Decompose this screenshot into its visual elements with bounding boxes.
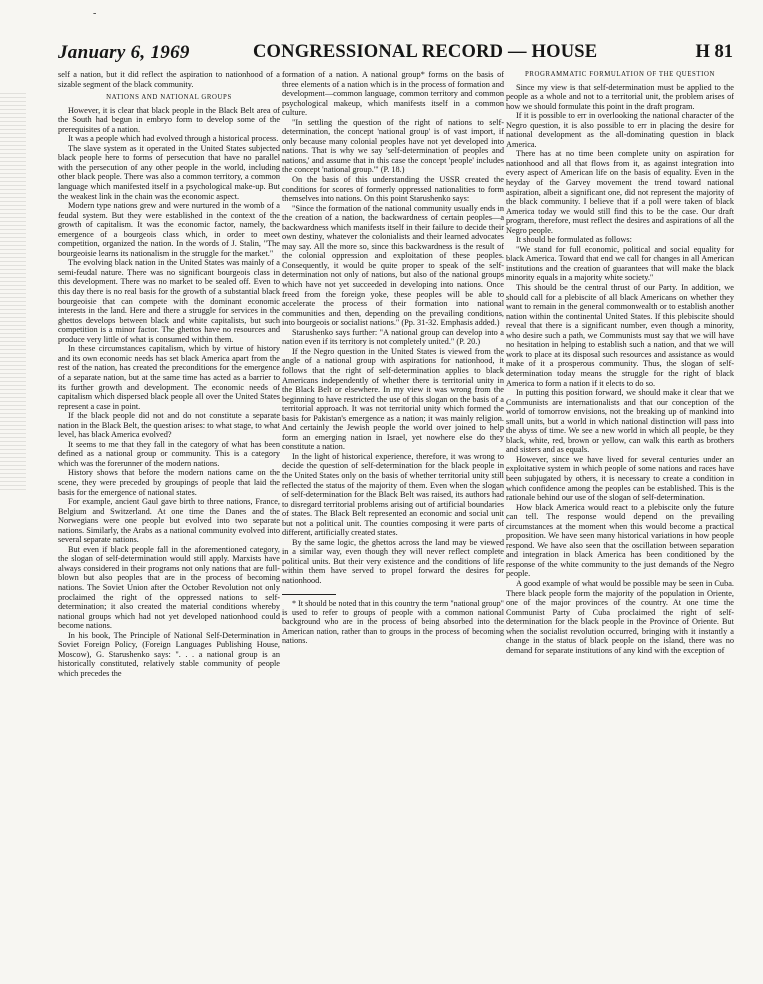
paragraph: On the basis of this understanding the USSR created the conditions for scores of formerly oppressed nationalities to form themselves into nations. On this point Starushenko says: — [282, 175, 504, 204]
paragraph: However, it is clear that black people in the Black Belt area of the South had begun in embryo form to develop some of the prerequisites of a nation. — [58, 105, 280, 134]
paragraph: self a nation, but it did reflect the aspiration to nationhood of a sizable segment of the black community. — [58, 70, 280, 89]
paragraph: "We stand for full economic, political and social equality for black America. Toward that end we call for changes in all American institutions and the creation of guarantees that will make the black minority equals in a majority white society." — [506, 244, 734, 283]
paragraph: Modern type nations grew and were nurtured in the womb of a feudal system. But they were established in the context of the growth of capitalism. It was the economic factor, namely, the emergence of a bourgeois class which, in order to meet competition, organized the nation. In the words of J. Stalin, "The bourgeoisie learns its nationalism in the struggle for the market." — [58, 201, 280, 258]
paragraph: It seems to me that they fall in the category of what has been defined as a national group or community. This is a category which was the forerunner of the modern nations. — [58, 439, 280, 468]
section-heading: PROGRAMMATIC FORMULATION OF THE QUESTION — [524, 71, 716, 78]
paragraph: If the black people did not and do not constitute a separate nation in the Black Belt, the question arises: to what stage, to what level, has black America evolved? — [58, 411, 280, 440]
paragraph: This should be the central thrust of our Party. In addition, we should call for a plebiscite of all black Americans on whether they want to remain in the general commonwealth or to establish another nation within the continental United States. If this plebiscite should reveal that there is a significant number, even though a minority, who desire such a path, we Communists must say that we will have no hesitation in helping to establish such a nation, and that we will work to place at its disposal such resources and assistance as would make of it a prosperous community. Thus, the slogan of self-determination today means the struggle for the right of black America to form a nation if it elects to do so. — [506, 283, 734, 388]
paragraph: However, since we have lived for several centuries under an exploitative system in which people of some nations and races have been subjugated by others, it is necessary to create a condition in which confidence among the peoples can be established. This is the rationale behind our use of the slogan of self-determination. — [506, 454, 734, 503]
header-page-number: H 81 — [695, 42, 733, 62]
paragraph: The evolving black nation in the United States was mainly of a semi-feudal nature. There was no significant bourgeois class in this development. There was no market to be sealed off. Even to this day there is no real basis for the growth of a substantial black bourgeoisie that can compete with the dominant economic interests in the land. Here and there a struggle for services in the ghettos develops between black and white capitalists, but such competition is a minor factor. The ghettos have no resources and produce very little of what is consumed within them. — [58, 258, 280, 344]
paragraph: In the light of historical experience, therefore, it was wrong to decide the question of self-determination for the black people in the United States only on the basis of whether territorial unity still reflected the status of the majority of them. Even when the slogan of self-determination for the Black Belt was raised, its authors had to disregard territorial problems arising out of artificial boundaries of states. The Black Belt represented an economic and social unit but not a political unit. The counties composing it were parts of different, artificially created states. — [282, 451, 504, 538]
column-2 — [282, 70, 504, 970]
paragraph: But even if black people fall in the aforementioned category, the slogan of self-determination would still apply. Marxists have always considered in their programs not only nations that are full-blown but also peoples that are in the process of becoming nations. The Soviet Union after the October Revolution not only proclaimed the right of the oppressed nations to self-determination; it also created the material conditions whereby national groups which had not yet developed nationhood could become nations. — [58, 544, 280, 631]
footnote: * It should be noted that in this country the term "national group" is used to refer to groups of people with a common national background who are in the process of being absorbed into the American nation, rather than to groups in the process of becoming nations. — [282, 598, 504, 646]
scan-edge-artifact — [0, 90, 26, 490]
column-3 — [506, 70, 734, 970]
paragraph: "Since the formation of the national community usually ends in the creation of a nation, the backwardness of certain peoples—a backwardness which manifests itself in their failure to decide their own destiny, whatever the colonialists and their learned advocates may say. All the more so, since this backwardness is the result of the colonial oppression and exploitation of these peoples. Consequently, it would be quite proper to speak of the self-determination not only of nations, but also of the national groups which have not yet succeeded in developing into nations. Once freed from the foreign yoke, these peoples will be able to accelerate the process of their formation into national communities and then, depending on the prevailing conditions, into bourgeois or socialist nations." (Pp. 31-32. Emphasis added.) — [282, 203, 504, 328]
page-header — [58, 42, 735, 68]
paragraph: If the Negro question in the United States is viewed from the angle of a national group with aspirations for nationhood, it follows that the right of self-determination applies to black Americans independently of whether there is territorial unity in the Black Belt or elsewhere. In my view it was wrong from the beginning to have restricted the use of this slogan on the basis of a territorial approach. It was not territorial unity which formed the basis for Pakistan's emergence as a nation; it was mainly religion. And certainly the Jewish people the world over joined to help form an emerging nation in Israel, yet nowhere else do they constitute a nation. — [282, 346, 504, 452]
paragraph: By the same logic, the ghettos across the land may be viewed in a similar way, even though they will never reflect complete political units. But their very existence and the conditions of life within them have served to propel forward the desires for nationhood. — [282, 537, 504, 585]
paragraph: The slave system as it operated in the United States subjected black people here to forms of persecution that have no parallel with the persecution of any other people in the world, including other black people. There was also a common territory, a common language which manifested itself in a psychological make-up. But the weakest link in the chain was the economic aspect. — [58, 143, 280, 201]
paragraph: In putting this position forward, we should make it clear that we Communists are internationalists and that our conception of the world of tomorrow envisions, not the breaking up of mankind into small units, but a world in which national distinction will pass into the abyss of time. We see a new world in which all people, be they black, white, red, brown or yellow, can walk this earth as brothers and sisters and as equals. — [506, 388, 734, 455]
scan-mark: - — [93, 8, 97, 19]
header-date: January 6, 1969 — [58, 42, 190, 63]
header-title: CONGRESSIONAL RECORD — HOUSE — [253, 42, 598, 62]
paragraph: History shows that before the modern nations came on the scene, they were preceded by groupings of people that laid the basis for the emergence of national states. — [58, 468, 280, 497]
paragraph: For example, ancient Gaul gave birth to three nations, France, Belgium and Switzerland. At one time the Danes and the Norwegians were one people but evolved into two separate nations. Similarly, the Arabs as a national community evolved into several separate nations. — [58, 497, 280, 545]
paragraph: A good example of what would be possible may be seen in Cuba. There black people form the majority of the population in Oriente, one of the major provinces of the country. At one time the Communist Party of Cuba proclaimed the right of self-determination for the black people in the Province of Oriente. But when the socialist revolution occurred, bringing with it instantly a change in the status of black people on the island, there was no demand for separate institutions of any kind with the exception of — [506, 578, 734, 655]
paragraph: If it is possible to err in overlooking the national character of the Negro question, it is also possible to err in placing the desire for national development as the all-dominating question in black America. — [506, 111, 734, 149]
section-heading: NATIONS AND NATIONAL GROUPS — [106, 94, 232, 102]
paragraph: How black America would react to a plebiscite only the future can tell. The response would depend on the prevailing circumstances at the moment when this would become a practical proposition. We have seen many historical variations in how people respond. We have also seen that the oscillation between separation and integration in black America has been conditioned by the response of the white community to the just demands of the Negro people. — [506, 502, 734, 579]
paragraph: Starushenko says further: "A national group can develop into a nation even if its territory is not completely united." (P. 20.) — [282, 327, 504, 347]
column-1 — [58, 70, 280, 970]
paragraph: In his book, The Principle of National Self-Determination in Soviet Foreign Policy, (Foreign Languages Publishing House, Moscow), G. Starushenko says: ". . . a national group is an historically constituted, relatively stable community of people which precedes the — [58, 630, 280, 678]
paragraph: "In settling the question of the right of nations to self-determination, the concept 'national group' is of vast import, if only because many colonial peoples have not yet developed into nations. That is why we say 'self-determination of peoples and nations,' and assume that in this case the concept 'people' includes the concept 'national group.'" (P. 18.) — [282, 117, 504, 175]
paragraph: It was a people which had evolved through a historical process. — [68, 134, 279, 144]
paragraph: formation of a nation. A national group* forms on the basis of three elements of a nation which is in the process of formation and development—common language, common territory and common psychological makeup, which manifests itself in a common culture. — [282, 70, 504, 118]
footnote-rule — [282, 594, 336, 595]
paragraph: In these circumstances capitalism, which by virtue of history and its own economic needs has set black America apart from the rest of the nation, has created the preconditions for the emergence of a separate nation, but at the same time has acted as a barrier to its further growth and development. The economic needs of capitalism which dispersed black people all over the United States represent a case in point. — [58, 344, 280, 411]
paragraph: There has at no time been complete unity on aspiration for nationhood and all that flows from it, as against integration into every aspect of American life on the basis of equality. Even in the heyday of the Garvey movement the trend toward national aspiration, albeit a significant one, did not represent the majority of the black community. I believe that if a poll were taken of black America today we would still find this to be the case. Our draft program, therefore, must reflect the desires and aspirations of all the Negro people. — [506, 149, 734, 235]
paragraph: It should be formulated as follows: — [516, 235, 632, 245]
paragraph: Since my view is that self-determination must be applied to the people as a whole and not to a territorial unit, the problem arises of how we should formulate this point in the draft program. — [506, 82, 734, 111]
